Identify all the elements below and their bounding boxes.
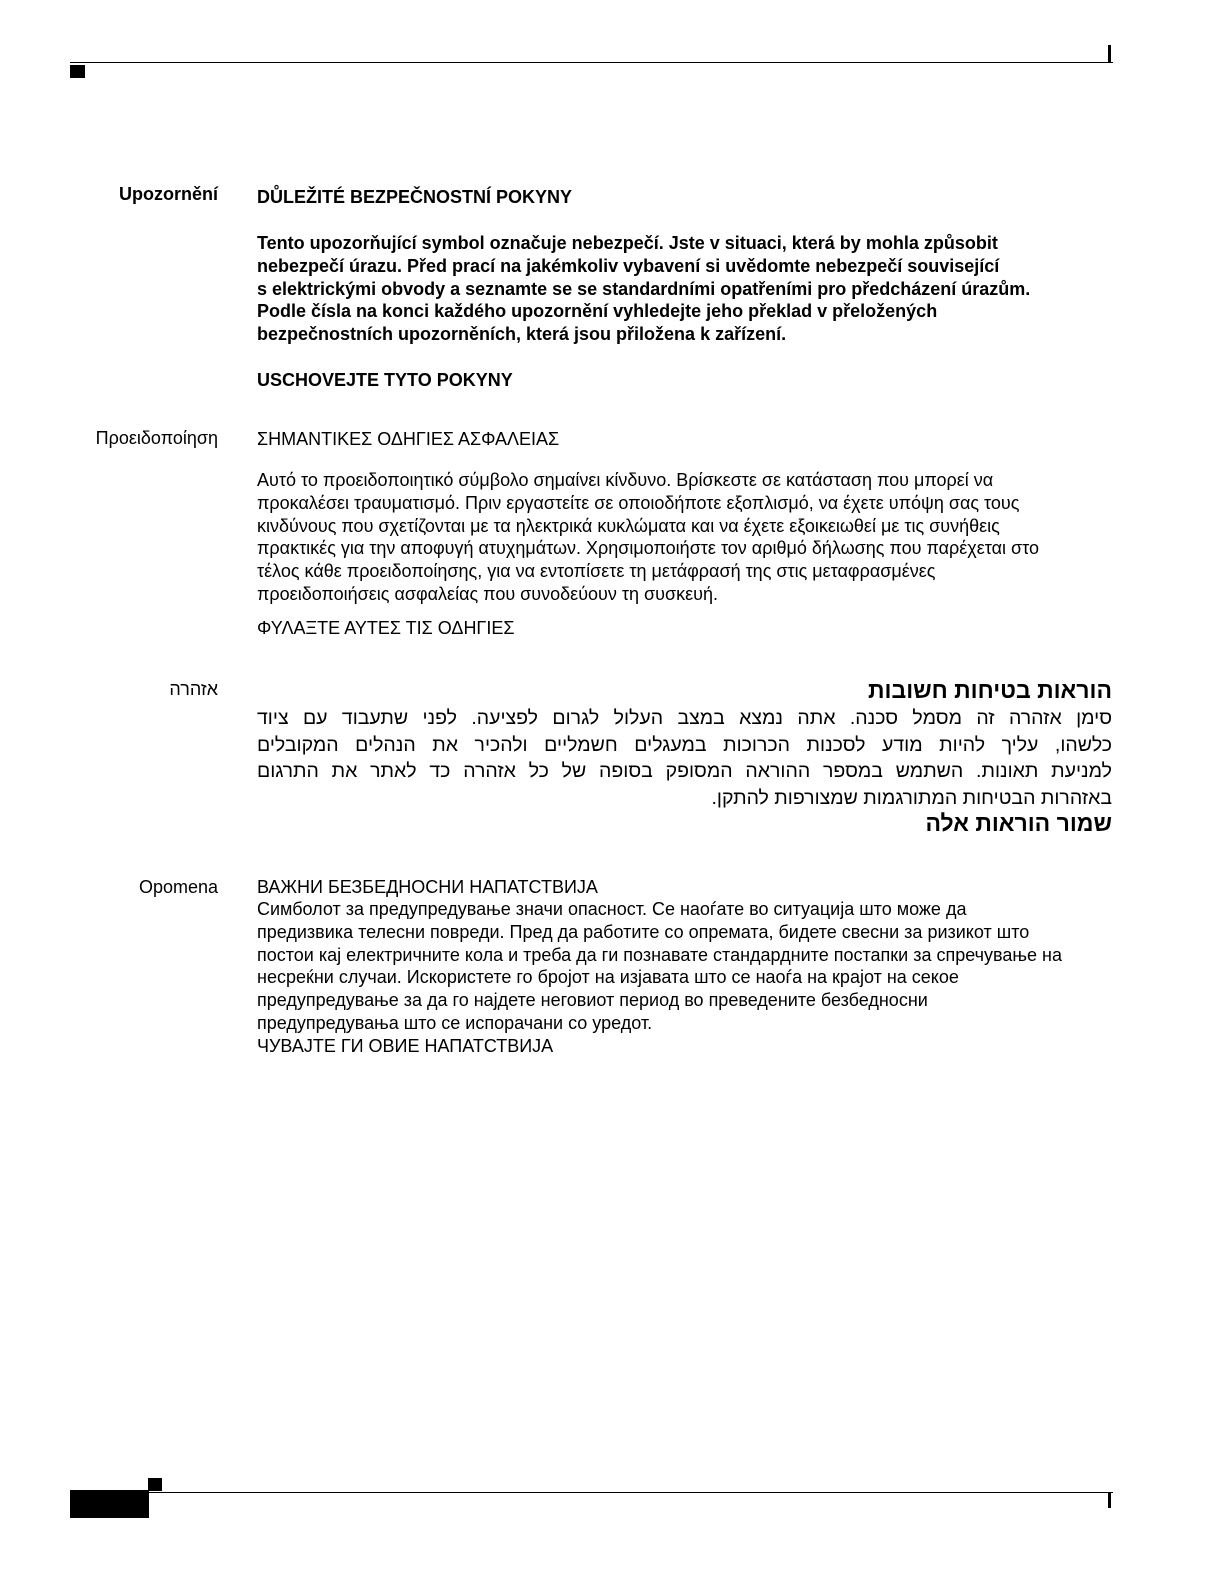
macedonian-warning-body bbox=[257, 898, 1112, 1035]
body-line: כלשהו, עליך להיות מודע לסכנות הכרוכות במעגלים חשמליים ולהכיר את הנהלים המקובלים bbox=[257, 733, 1112, 756]
header-corner-block bbox=[70, 65, 85, 78]
header-tick-mark bbox=[1108, 45, 1111, 63]
czech-warning-footer: USCHOVEJTE TYTO POKYNY bbox=[257, 370, 513, 390]
greek-warning-footer: ΦΥΛΑΞΤΕ ΑΥΤΕΣ ΤΙΣ ΟΔΗΓΙΕΣ bbox=[257, 618, 515, 638]
body-line: למניעת תאונות. השתמש במספר ההוראה המסופק בסופה של כל אזהרה כד לאתר את התרגום bbox=[257, 760, 1112, 782]
body-line: κινδύνους που σχετίζονται με τα ηλεκτρικά κυκλώματα και να έχετε εξοικειωθεί με τις συνήθεις bbox=[257, 515, 1000, 536]
hebrew-warning-label: אזהרה bbox=[169, 679, 218, 699]
macedonian-warning-label: Opomena bbox=[138, 877, 218, 897]
body-line: несреќни случаи. Искористете го бројот на изјавата што се наоѓа на крајот на секое bbox=[257, 967, 959, 988]
body-line: s elektrickými obvody a seznamte se se standardními opatřeními pro předcházení úrazům. bbox=[257, 278, 1031, 299]
header-rule bbox=[70, 62, 1113, 63]
body-line: постои кај електричните кола и треба да ги познавате стандардните постапки за спречување на bbox=[257, 944, 1062, 965]
macedonian-warning-footer: ЧУВАЈТЕ ГИ ОВИЕ НАПАТСТВИЈА bbox=[257, 1036, 554, 1056]
body-line: Симболот за предупредување значи опасност. Се наоѓате во ситуација што може да bbox=[257, 899, 967, 919]
body-line: Podle čísla na konci každého upozornění vyhledejte jeho překlad v přeložených bbox=[257, 301, 938, 322]
hebrew-warning-footer: שמור הוראות אלה bbox=[925, 810, 1112, 836]
greek-warning-heading: ΣΗΜΑΝΤΙΚΕΣ ΟΔΗΓΙΕΣ ΑΣΦΑΛΕΙΑΣ bbox=[257, 429, 560, 449]
footer-rule bbox=[148, 1492, 1113, 1493]
body-line: באזהרות הבטיחות המתורגמות שמצורפות להתקן. bbox=[711, 786, 1112, 809]
czech-warning-heading: DŮLEŽITÉ BEZPEČNOSTNÍ POKYNY bbox=[257, 187, 573, 207]
body-line: предупредувања што се испорачани со уредот. bbox=[257, 1012, 653, 1033]
footer-small-block bbox=[148, 1478, 162, 1491]
hebrew-warning-heading: הוראות בטיחות חשובות bbox=[868, 677, 1112, 703]
footer-tick-mark bbox=[1108, 1493, 1111, 1508]
body-line: προκαλέσει τραυματισμό. Πριν εργαστείτε σε οποιοδήποτε εξοπλισμό, να έχετε υπόψη σας τους bbox=[257, 492, 1020, 513]
greek-warning-body bbox=[257, 469, 1112, 606]
czech-warning-body bbox=[257, 232, 1112, 346]
body-line: סימן אזהרה זה מסמל סכנה. אתה נמצא במצב העלול לגרום לפציעה. לפני שתעבוד עם ציוד bbox=[257, 707, 1112, 729]
greek-warning-label: Προειδοποίηση bbox=[95, 428, 218, 448]
body-line: Αυτό το προειδοποιητικό σύμβολο σημαίνει κίνδυνο. Βρίσκεστε σε κατάσταση που μπορεί να bbox=[257, 470, 994, 490]
body-line: предизвика телесни повреди. Пред да работите со опремата, бидете свесни за ризикот што bbox=[257, 921, 1030, 942]
body-line: προειδοποιήσεις ασφαλείας που συνοδεύουν τη συσκευή. bbox=[257, 583, 718, 604]
body-line: Tento upozorňující symbol označuje nebezpečí. Jste v situaci, která by mohla způsobit bbox=[257, 233, 998, 253]
body-line: τέλος κάθε προειδοποίησης, για να εντοπίσετε τη μετάφρασή της στις μεταφρασμένες bbox=[257, 561, 936, 582]
body-line: nebezpečí úrazu. Před prací na jakémkoliv vybavení si uvědomte nebezpečí související bbox=[257, 255, 1000, 276]
body-line: πρακτικές για την αποφυγή ατυχημάτων. Χρησιμοποιήστε τον αριθμό δήλωσης που παρέχεται στο bbox=[257, 538, 1040, 559]
macedonian-warning-heading: ВАЖНИ БЕЗБЕДНОСНИ НАПАТСТВИЈА bbox=[257, 877, 598, 897]
hebrew-warning-body bbox=[257, 705, 1112, 811]
body-line: bezpečnostních upozorněních, která jsou přiložena k zařízení. bbox=[257, 324, 787, 345]
body-line: предупредување за да го најдете неговиот период во преведените безбедносни bbox=[257, 990, 928, 1011]
czech-warning-label: Upozornění bbox=[119, 184, 218, 204]
footer-page-tab bbox=[70, 1490, 149, 1518]
